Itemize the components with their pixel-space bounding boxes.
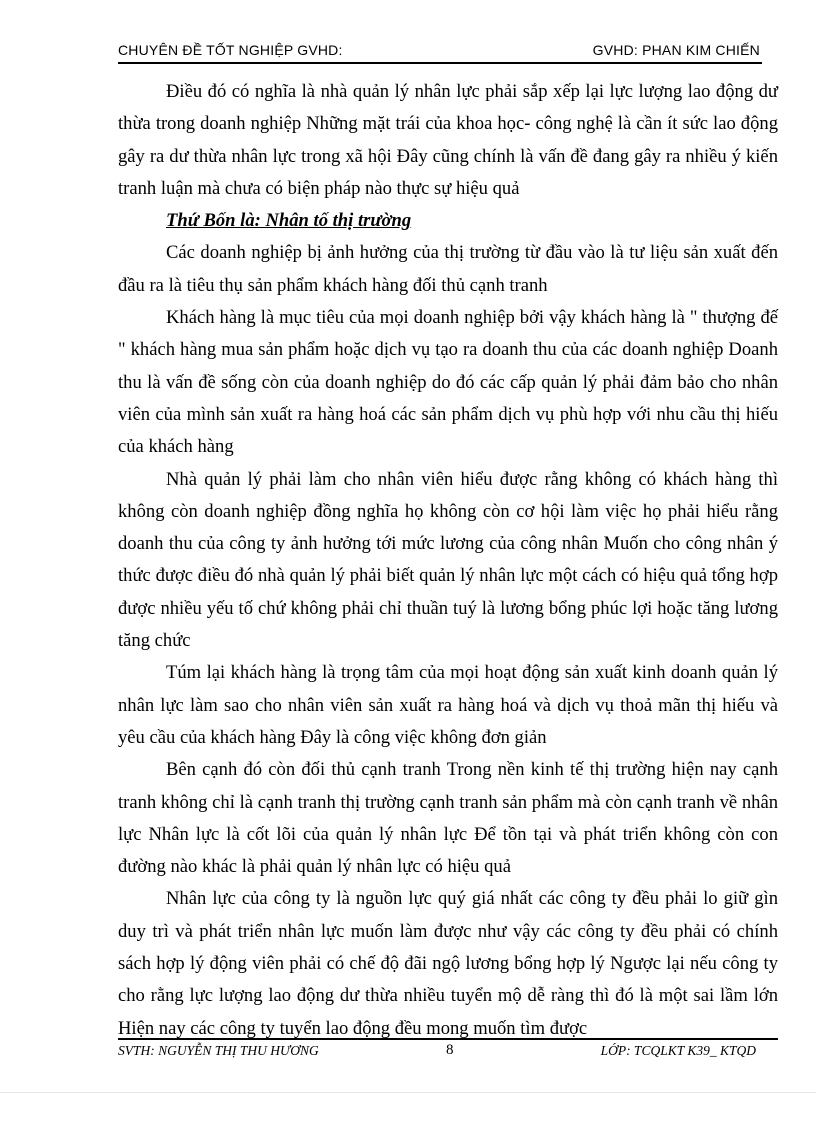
paragraph-1: Điều đó có nghĩa là nhà quản lý nhân lực phải sắp xếp lại lực lượng lao động dư thừa trong doanh nghiệp Những mặt trái của khoa học- công nghệ là cần ít sức lao động gây ra dư thừa nhân lực trong xã hội Đây cũng chính là vấn đề đang gây ra nhiều ý kiến tranh luận mà chưa có biện pháp nào thực sự hiệu quả: [118, 81, 778, 199]
paragraph-5: Túm lại khách hàng là trọng tâm của mọi hoạt động sản xuất kinh doanh quản lý nhân lực làm sao cho nhân viên sản xuất ra hàng hoá và dịch vụ thoả mãn thị hiếu và yêu cầu của khách hàng Đây là công việc không đơn giản: [118, 662, 778, 748]
page-footer: [118, 1038, 778, 1062]
paragraph-7: Nhân lực của công ty là nguồn lực quý giá nhất các công ty đều phải lo giữ gìn duy trì và phát triển nhân lực muốn làm được như vậy các công ty đều phải có chính sách hợp lý động viên phải có chế độ đãi ngộ lương bổng hợp lý Ngược lại nếu công ty cho rằng lực lượng lao động dư thừa nhiều tuyển mộ dễ ràng thì đó là một sai lầm lớn Hiện nay các công ty tuyển lao động đều mong muốn tìm được: [118, 888, 778, 1039]
page-divider: [0, 1092, 816, 1093]
paragraph-4: Nhà quản lý phải làm cho nhân viên hiểu được rằng không có khách hàng thì không còn doanh nghiệp đồng nghĩa họ không còn cơ hội làm việc họ phải hiểu rằng doanh thu của công ty ảnh hưởng tới mức lương của công nhân Muốn cho công nhân ý thức được điều đó nhà quản lý phải biết quản lý nhân lực một cách có hiệu quả tổng hợp được nhiều yếu tố chứ không phải chỉ thuần tuý là lương bổng phúc lợi hoặc tăng lương tăng chức: [118, 468, 778, 652]
section-heading-text: Thứ Bốn là: Nhân tố thị trường: [166, 210, 412, 232]
paragraph-3: Khách hàng là mục tiêu của mọi doanh nghiệp bởi vậy khách hàng là " thượng đế " khách hàng mua sản phẩm hoặc dịch vụ tạo ra doanh thu của các doanh nghiệp Doanh thu là vấn đề sống còn của doanh nghiệp do đó các cấp quản lý phải đảm bảo cho nhân viên của mình sản xuất ra hàng hoá các sản phẩm dịch vụ phù hợp với nhu cầu thị hiếu của khách hàng: [118, 307, 778, 458]
section-heading: [118, 205, 778, 237]
page-header: [118, 38, 762, 64]
paragraph-6: Bên cạnh đó còn đối thủ cạnh tranh Trong nền kinh tế thị trường hiện nay cạnh tranh không chỉ là cạnh tranh thị trường cạnh tranh sản phẩm mà còn cạnh tranh về nhân lực Nhân lực là cốt lõi của quản lý nhân lực Để tồn tại và phát triển không còn con đường nào khác là phải quản lý nhân lực có hiệu quả: [118, 759, 778, 878]
paragraph-2: Các doanh nghiệp bị ảnh hưởng của thị trường từ đầu vào là tư liệu sản xuất đến đầu ra là tiêu thụ sản phẩm khách hàng đối thủ cạnh tranh: [118, 242, 778, 296]
footer-class: LỚP: TCQLKT K39_ KTQD: [600, 1043, 756, 1058]
document-body: [118, 76, 778, 1045]
footer-author: SVTH: NGUYỄN THỊ THU HƯƠNG: [118, 1043, 319, 1058]
page-number: 8: [446, 1042, 454, 1058]
header-left-text: CHUYÊN ĐỀ TỐT NGHIỆP GVHD:: [118, 42, 343, 58]
header-right-text: GVHD: PHAN KIM CHIẾN: [592, 42, 760, 58]
